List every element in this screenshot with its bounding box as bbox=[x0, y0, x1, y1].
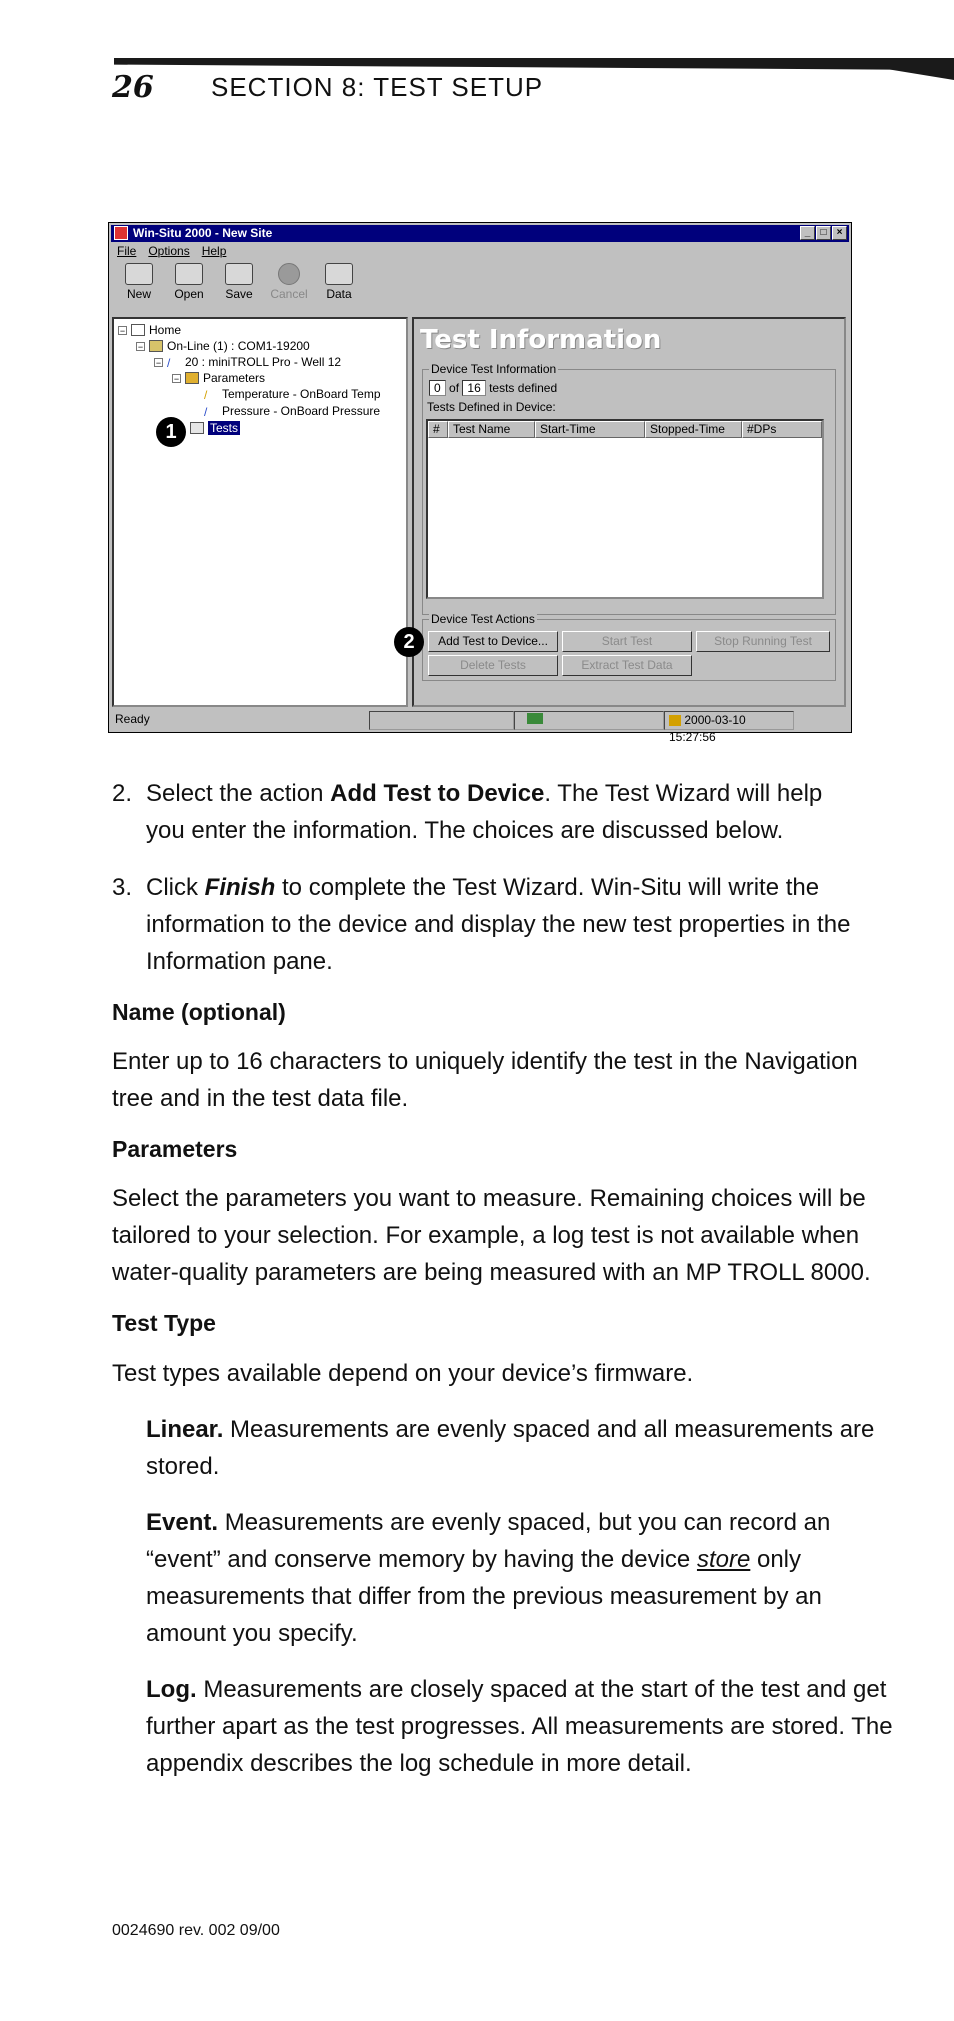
sensor-icon: / bbox=[204, 405, 208, 419]
status-datetime: 2000-03-10 15:27:56 bbox=[669, 713, 746, 744]
status-ready: Ready bbox=[115, 712, 150, 726]
step-2-line-2: you enter the information. The choices are discussed below. bbox=[146, 817, 784, 844]
event-line-1: Event. Measurements are evenly spaced, but you can record an bbox=[146, 1509, 831, 1536]
sensor-icon: / bbox=[204, 388, 208, 402]
information-pane bbox=[403, 317, 846, 707]
step-3-number: 3. bbox=[112, 874, 133, 901]
cancel-icon bbox=[278, 263, 300, 285]
log-line-3: appendix describes the log schedule in more detail. bbox=[146, 1750, 692, 1777]
cancel-label: Cancel bbox=[270, 287, 308, 301]
group-label-actions: Device Test Actions bbox=[431, 612, 535, 626]
connection-icon bbox=[149, 340, 163, 352]
step-3-line-1: Click Finish to complete the Test Wizard. Win-Situ will write the bbox=[146, 874, 820, 901]
defined-in-device-label: Tests Defined in Device: bbox=[427, 400, 556, 414]
menu-file[interactable]: File bbox=[117, 244, 137, 258]
status-datetime-panel bbox=[664, 711, 794, 744]
linear-line-2: stored. bbox=[146, 1453, 220, 1480]
phone-icon bbox=[527, 713, 543, 724]
defined-label: tests defined bbox=[489, 381, 558, 395]
maximize-button[interactable]: □ bbox=[816, 226, 831, 240]
new-icon bbox=[125, 263, 153, 285]
name-line-1: Enter up to 16 characters to uniquely identify the test in the Navigation bbox=[112, 1048, 858, 1075]
delete-tests-button[interactable]: Delete Tests bbox=[428, 655, 558, 676]
tests-total: 16 bbox=[462, 380, 485, 396]
tree-label-parameters: Parameters bbox=[203, 371, 266, 385]
open-label: Open bbox=[174, 287, 204, 301]
parameters-line-1: Select the parameters you want to measure. Remaining choices will be bbox=[112, 1185, 866, 1212]
clock-icon bbox=[669, 715, 681, 726]
name-line-2: tree and in the test data file. bbox=[112, 1085, 409, 1112]
col-start-time[interactable]: Start-Time bbox=[535, 421, 645, 438]
tests-count-row bbox=[429, 380, 557, 396]
info-title: Test Information bbox=[420, 325, 662, 355]
cancel-button[interactable] bbox=[265, 263, 313, 301]
section-title: SECTION 8: TEST SETUP bbox=[211, 72, 544, 102]
document-footer: 0024690 rev. 002 09/00 bbox=[112, 1922, 280, 1939]
new-label: New bbox=[126, 287, 151, 301]
step-2-line-1: Select the action Add Test to Device. The Test Wizard will help bbox=[146, 780, 823, 807]
step-3-line-2: information to the device and display the new test properties in the bbox=[146, 911, 851, 938]
stop-running-test-button[interactable]: Stop Running Test bbox=[696, 631, 830, 652]
parameters-heading: Parameters bbox=[112, 1136, 238, 1162]
group-label-info: Device Test Information bbox=[431, 362, 557, 376]
parameters-line-2: tailored to your selection. For example, a log test is not available when bbox=[112, 1222, 860, 1249]
extract-test-data-button[interactable]: Extract Test Data bbox=[562, 655, 692, 676]
save-label: Save bbox=[225, 287, 253, 301]
event-line-2: “event” and conserve memory by having the device store only bbox=[146, 1546, 802, 1573]
callout-2: 2 bbox=[394, 627, 424, 657]
of-label: of bbox=[449, 381, 460, 395]
tree-label-online: On-Line (1) : COM1-19200 bbox=[167, 339, 310, 353]
save-button[interactable] bbox=[215, 263, 263, 301]
log-line-2: further apart as the test progresses. All measurements are stored. The bbox=[146, 1713, 893, 1740]
tree-label-device: 20 : miniTROLL Pro - Well 12 bbox=[185, 355, 342, 369]
new-button[interactable] bbox=[115, 263, 163, 301]
toolbar bbox=[115, 263, 363, 301]
parameters-line-3: water-quality parameters are being measured with an MP TROLL 8000. bbox=[112, 1259, 871, 1286]
tree-label-param2: Pressure - OnBoard Pressure bbox=[222, 404, 381, 418]
tests-count: 0 bbox=[429, 380, 446, 396]
col-dps[interactable]: #DPs bbox=[742, 421, 822, 438]
collapse-icon[interactable]: − bbox=[155, 357, 162, 368]
menu-bar bbox=[117, 244, 226, 258]
tree-node-device[interactable] bbox=[154, 355, 341, 369]
event-line-3: measurements that differ from the previous measurement by an bbox=[146, 1583, 822, 1610]
data-icon bbox=[325, 263, 353, 285]
col-test-name[interactable]: Test Name bbox=[448, 421, 535, 438]
tree-label-home: Home bbox=[149, 323, 182, 337]
tree-node-tests[interactable] bbox=[190, 421, 240, 435]
app-window bbox=[108, 222, 852, 744]
tree-node-parameters[interactable] bbox=[172, 371, 265, 385]
menu-options[interactable]: Options bbox=[148, 244, 190, 258]
test-type-heading: Test Type bbox=[112, 1310, 216, 1336]
step-3-line-3: Information pane. bbox=[146, 948, 333, 975]
log-line-1: Log. Measurements are closely spaced at the start of the test and get bbox=[146, 1676, 887, 1703]
status-bar bbox=[111, 711, 849, 744]
home-icon bbox=[131, 324, 145, 336]
tree-node-online[interactable] bbox=[136, 339, 310, 353]
collapse-icon[interactable]: − bbox=[173, 373, 180, 384]
open-folder-icon bbox=[175, 263, 203, 285]
tree-label-param1: Temperature - OnBoard Temp bbox=[222, 387, 381, 401]
navigation-tree bbox=[112, 317, 408, 707]
data-button[interactable] bbox=[315, 263, 363, 301]
collapse-icon[interactable]: − bbox=[137, 341, 144, 352]
event-line-4: amount you specify. bbox=[146, 1620, 358, 1647]
minimize-button[interactable]: _ bbox=[800, 226, 815, 240]
add-test-button[interactable]: Add Test to Device... bbox=[428, 631, 558, 652]
probe-icon: / bbox=[167, 356, 171, 370]
name-heading: Name (optional) bbox=[112, 999, 286, 1025]
status-panel bbox=[369, 711, 514, 730]
tree-node-home[interactable] bbox=[118, 323, 181, 337]
title-bar bbox=[111, 225, 849, 242]
data-label: Data bbox=[326, 287, 352, 301]
start-test-button[interactable]: Start Test bbox=[562, 631, 692, 652]
callout-1: 1 bbox=[156, 417, 186, 447]
step-2-number: 2. bbox=[112, 780, 133, 807]
close-button[interactable]: × bbox=[832, 226, 847, 240]
test-type-line-1: Test types available depend on your device’s firmware. bbox=[112, 1360, 694, 1387]
tree-label-tests: Tests bbox=[210, 421, 239, 435]
save-disk-icon bbox=[225, 263, 253, 285]
tree-node-param-pressure[interactable] bbox=[204, 404, 380, 418]
parameters-icon bbox=[185, 372, 199, 384]
menu-help[interactable]: Help bbox=[201, 244, 227, 258]
open-button[interactable] bbox=[165, 263, 213, 301]
tests-folder-icon bbox=[190, 422, 204, 434]
tests-list[interactable] bbox=[426, 419, 824, 599]
page-number: 26 bbox=[112, 70, 154, 105]
app-icon bbox=[114, 226, 128, 240]
tree-node-param-temperature[interactable] bbox=[204, 387, 381, 401]
header-rule bbox=[114, 58, 954, 70]
list-header bbox=[428, 421, 822, 438]
col-stopped-time[interactable]: Stopped-Time bbox=[645, 421, 742, 438]
collapse-icon[interactable]: − bbox=[119, 325, 126, 336]
status-connection bbox=[514, 711, 664, 730]
window-title: Win-Situ 2000 - New Site bbox=[133, 226, 273, 240]
linear-line-1: Linear. Measurements are evenly spaced and all measurements are bbox=[146, 1416, 875, 1443]
col-number[interactable]: # bbox=[428, 421, 448, 438]
